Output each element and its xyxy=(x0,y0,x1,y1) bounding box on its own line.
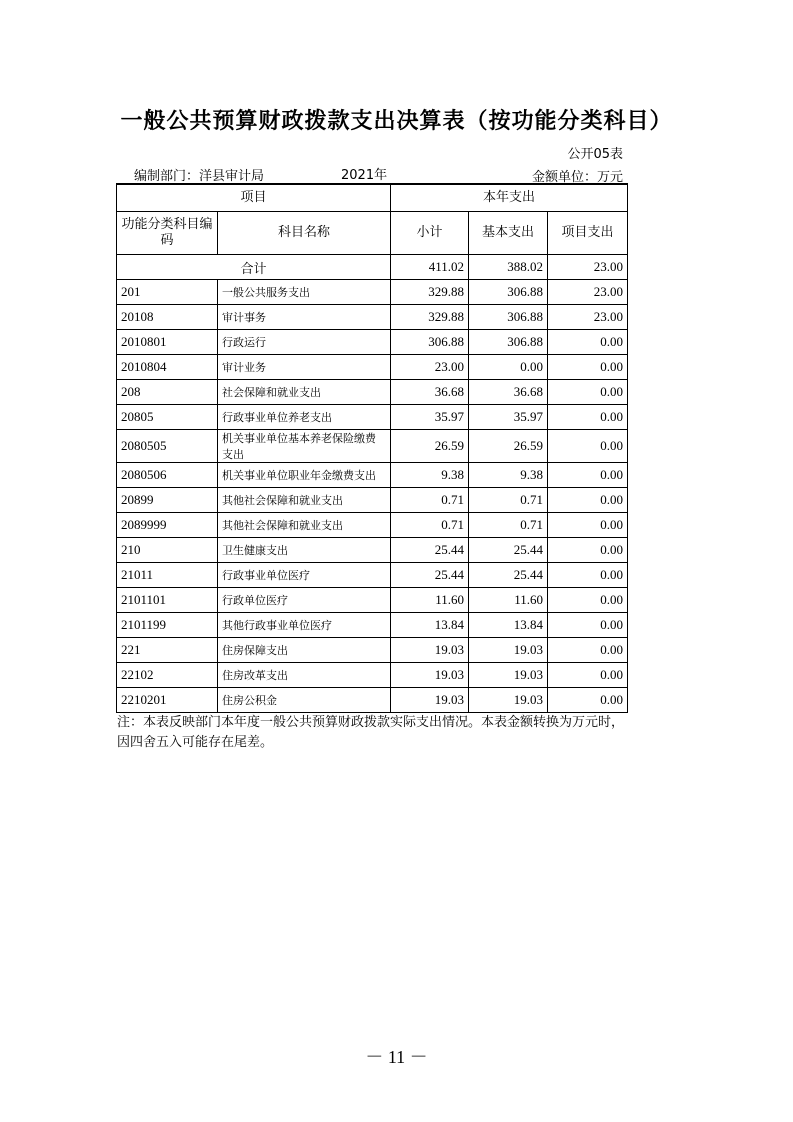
row-project: 0.00 xyxy=(548,488,628,513)
row-project: 0.00 xyxy=(548,355,628,380)
row-name: 其他社会保障和就业支出 xyxy=(218,488,391,513)
row-code: 2010801 xyxy=(117,330,218,355)
row-project: 23.00 xyxy=(548,280,628,305)
row-project: 0.00 xyxy=(548,638,628,663)
row-code: 2010804 xyxy=(117,355,218,380)
page-title: 一般公共预算财政拨款支出决算表（按功能分类科目） xyxy=(120,109,673,134)
row-subtotal: 9.38 xyxy=(391,463,469,488)
row-basic: 306.88 xyxy=(469,305,548,330)
row-name: 住房改革支出 xyxy=(218,663,391,688)
row-project: 0.00 xyxy=(548,663,628,688)
row-project: 0.00 xyxy=(548,538,628,563)
header-current-year: 本年支出 xyxy=(391,184,628,212)
table-row xyxy=(117,280,628,305)
row-name: 机关事业单位基本养老保险缴费支出 xyxy=(218,430,391,463)
row-basic: 306.88 xyxy=(469,280,548,305)
row-project: 0.00 xyxy=(548,430,628,463)
row-code: 2089999 xyxy=(117,513,218,538)
row-name: 一般公共服务支出 xyxy=(218,280,391,305)
row-subtotal: 36.68 xyxy=(391,380,469,405)
row-code: 2080505 xyxy=(117,430,218,463)
row-project: 0.00 xyxy=(548,563,628,588)
table-row xyxy=(117,305,628,330)
total-row xyxy=(117,255,628,280)
row-subtotal: 19.03 xyxy=(391,638,469,663)
row-name: 行政事业单位养老支出 xyxy=(218,405,391,430)
table-row xyxy=(117,330,628,355)
table-row xyxy=(117,613,628,638)
row-project: 0.00 xyxy=(548,463,628,488)
row-basic: 0.00 xyxy=(469,355,548,380)
row-project: 0.00 xyxy=(548,513,628,538)
row-name: 住房保障支出 xyxy=(218,638,391,663)
row-code: 2101199 xyxy=(117,613,218,638)
row-project: 0.00 xyxy=(548,688,628,713)
row-code: 221 xyxy=(117,638,218,663)
table-row xyxy=(117,463,628,488)
row-name: 审计事务 xyxy=(218,305,391,330)
header-project: 项目支出 xyxy=(548,212,628,255)
table-row xyxy=(117,513,628,538)
row-subtotal: 0.71 xyxy=(391,488,469,513)
total-label: 合计 xyxy=(117,255,391,280)
expenditure-table xyxy=(116,183,628,713)
table-row xyxy=(117,638,628,663)
row-name: 社会保障和就业支出 xyxy=(218,380,391,405)
row-subtotal: 23.00 xyxy=(391,355,469,380)
header-code: 功能分类科目编码 xyxy=(117,212,218,255)
row-project: 0.00 xyxy=(548,405,628,430)
row-code: 22102 xyxy=(117,663,218,688)
table-row xyxy=(117,488,628,513)
row-basic: 35.97 xyxy=(469,405,548,430)
row-code: 21011 xyxy=(117,563,218,588)
row-code: 210 xyxy=(117,538,218,563)
table-row xyxy=(117,380,628,405)
header-name: 科目名称 xyxy=(218,212,391,255)
row-code: 208 xyxy=(117,380,218,405)
row-basic: 26.59 xyxy=(469,430,548,463)
row-project: 23.00 xyxy=(548,305,628,330)
row-name: 其他行政事业单位医疗 xyxy=(218,613,391,638)
row-project: 0.00 xyxy=(548,330,628,355)
row-name: 审计业务 xyxy=(218,355,391,380)
form-number: 公开05表 xyxy=(567,147,623,162)
row-basic: 0.71 xyxy=(469,488,548,513)
row-subtotal: 13.84 xyxy=(391,613,469,638)
compiling-department: 编制部门：洋县审计局 xyxy=(134,169,265,184)
row-basic: 19.03 xyxy=(469,638,548,663)
row-name: 机关事业单位职业年金缴费支出 xyxy=(218,463,391,488)
table-row xyxy=(117,538,628,563)
row-name: 住房公积金 xyxy=(218,688,391,713)
report-year: 2021年 xyxy=(341,168,388,183)
row-basic: 9.38 xyxy=(469,463,548,488)
row-basic: 25.44 xyxy=(469,538,548,563)
table-row xyxy=(117,588,628,613)
row-code: 2101101 xyxy=(117,588,218,613)
row-subtotal: 19.03 xyxy=(391,663,469,688)
page-number: － 11 － xyxy=(365,1047,428,1067)
row-code: 2080506 xyxy=(117,463,218,488)
table-row xyxy=(117,663,628,688)
total-basic: 388.02 xyxy=(469,255,548,280)
table-row xyxy=(117,563,628,588)
row-project: 0.00 xyxy=(548,380,628,405)
row-name: 其他社会保障和就业支出 xyxy=(218,513,391,538)
row-subtotal: 25.44 xyxy=(391,563,469,588)
row-name: 卫生健康支出 xyxy=(218,538,391,563)
row-code: 20805 xyxy=(117,405,218,430)
amount-unit: 金额单位：万元 xyxy=(531,170,623,185)
row-subtotal: 11.60 xyxy=(391,588,469,613)
table-row xyxy=(117,355,628,380)
header-item: 项目 xyxy=(117,184,391,212)
row-basic: 25.44 xyxy=(469,563,548,588)
header-basic: 基本支出 xyxy=(469,212,548,255)
row-code: 20108 xyxy=(117,305,218,330)
row-subtotal: 0.71 xyxy=(391,513,469,538)
row-project: 0.00 xyxy=(548,613,628,638)
row-subtotal: 19.03 xyxy=(391,688,469,713)
row-basic: 0.71 xyxy=(469,513,548,538)
table-row xyxy=(117,688,628,713)
row-basic: 36.68 xyxy=(469,380,548,405)
row-project: 0.00 xyxy=(548,588,628,613)
row-code: 20899 xyxy=(117,488,218,513)
table-row xyxy=(117,405,628,430)
total-subtotal: 411.02 xyxy=(391,255,469,280)
row-subtotal: 25.44 xyxy=(391,538,469,563)
row-basic: 13.84 xyxy=(469,613,548,638)
row-subtotal: 306.88 xyxy=(391,330,469,355)
row-subtotal: 329.88 xyxy=(391,280,469,305)
header-subtotal: 小计 xyxy=(391,212,469,255)
table-row xyxy=(117,430,628,463)
row-subtotal: 329.88 xyxy=(391,305,469,330)
total-project: 23.00 xyxy=(548,255,628,280)
row-code: 201 xyxy=(117,280,218,305)
row-subtotal: 26.59 xyxy=(391,430,469,463)
row-basic: 19.03 xyxy=(469,663,548,688)
row-code: 2210201 xyxy=(117,688,218,713)
row-subtotal: 35.97 xyxy=(391,405,469,430)
row-name: 行政单位医疗 xyxy=(218,588,391,613)
row-name: 行政事业单位医疗 xyxy=(218,563,391,588)
row-basic: 19.03 xyxy=(469,688,548,713)
footnote: 注：本表反映部门本年度一般公共预算财政拨款实际支出情况。本表金额转换为万元时，因四舍五入可能存在尾差。 xyxy=(117,714,625,749)
row-name: 行政运行 xyxy=(218,330,391,355)
row-basic: 306.88 xyxy=(469,330,548,355)
row-basic: 11.60 xyxy=(469,588,548,613)
